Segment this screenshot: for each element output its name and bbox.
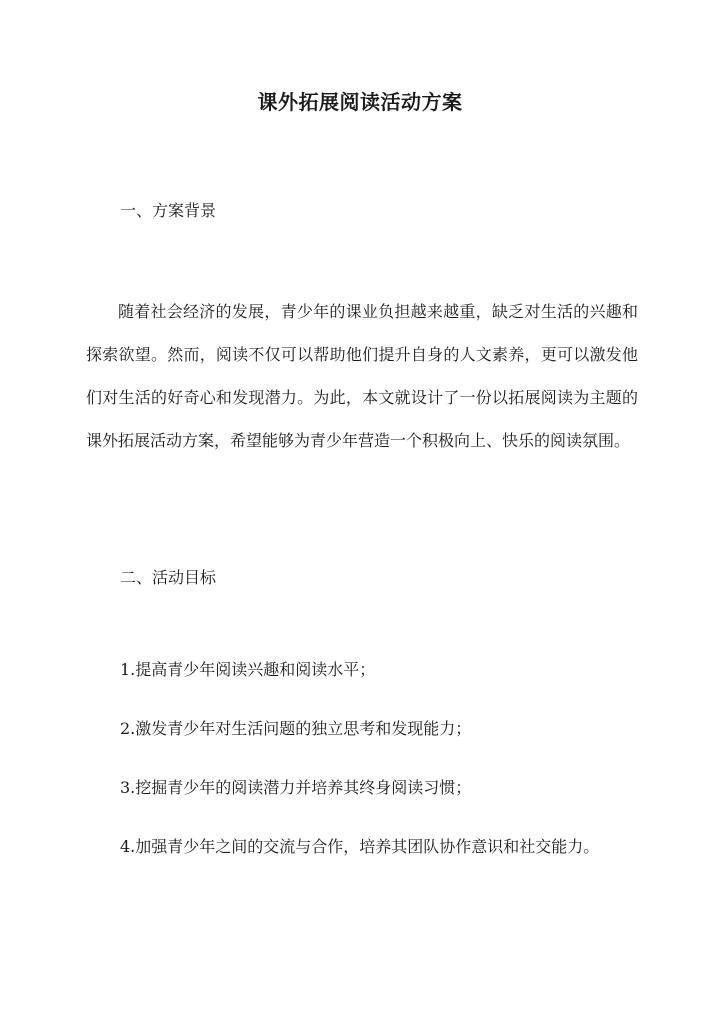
goal-list (120, 655, 599, 891)
list-item: 2.激发青少年对生活问题的独立思考和发现能力； (120, 719, 472, 738)
list-item: 4.加强青少年之间的交流与合作，培养其团队协作意识和社交能力。 (120, 837, 600, 856)
section-heading-background: 一、方案背景 (120, 201, 217, 220)
list-item: 1.提高青少年阅读兴趣和阅读水平； (120, 660, 376, 679)
list-item: 3.挖掘青少年的阅读潜力并培养其终身阅读习惯； (120, 778, 472, 797)
background-paragraph: 随着社会经济的发展，青少年的课业负担越来越重，缺乏对生活的兴趣和探索欲望。然而，阅读不仅可以帮助他们提升自身的人文素养，更可以激发他们对生活的好奇心和发现潜力。为此，本文就设计了一份以拓展阅读为主题的课外拓展活动方案，希望能够为青少年营造一个积极向上、快乐的阅读氛围。 (86, 302, 638, 450)
document-title: 课外拓展阅读活动方案 (257, 90, 463, 114)
section-heading-goals: 二、活动目标 (120, 568, 217, 587)
